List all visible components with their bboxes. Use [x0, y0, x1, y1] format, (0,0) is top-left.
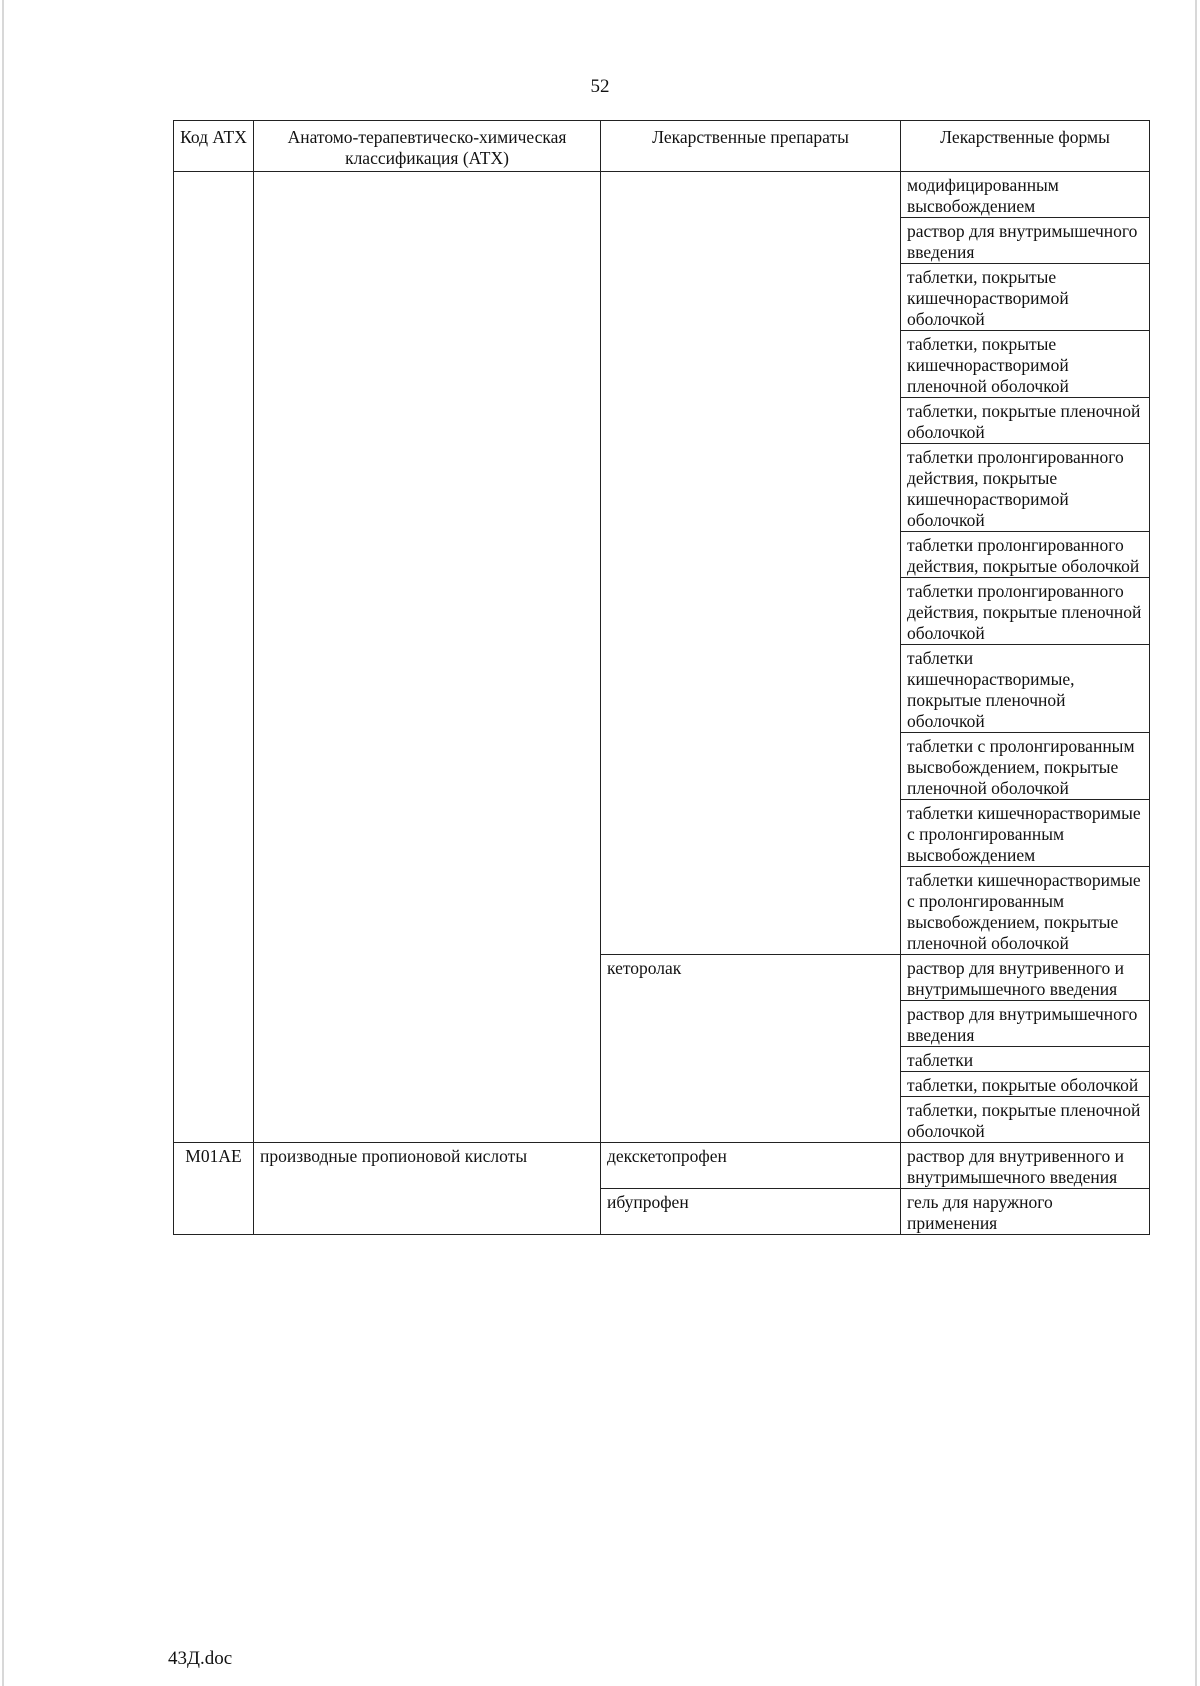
table-header-row: [174, 121, 1150, 172]
form-cell: модифицированным высвобождением: [901, 172, 1150, 218]
form-cell: таблетки пролонгированного действия, покрытые оболочкой: [901, 532, 1150, 578]
form-cell: раствор для внутривенного и внутримышечного введения: [901, 1143, 1150, 1189]
form-cell: раствор для внутримышечного введения: [901, 218, 1150, 264]
drug-cell-empty: [601, 172, 901, 955]
header-drugs: Лекарственные препараты: [601, 121, 901, 172]
code-cell-empty: [174, 172, 254, 1143]
form-cell: таблетки, покрытые пленочной оболочкой: [901, 398, 1150, 444]
form-cell: таблетки с пролонгированным высвобождением, покрытые пленочной оболочкой: [901, 733, 1150, 800]
form-cell: таблетки, покрытые оболочкой: [901, 1072, 1150, 1097]
form-cell: таблетки кишечнорастворимые, покрытые пленочной оболочкой: [901, 645, 1150, 733]
code-cell-m01ae: M01AE: [174, 1143, 254, 1235]
scan-edge-left: [2, 0, 4, 1686]
drug-cell-ketorolac: кеторолак: [601, 955, 901, 1143]
drug-cell-ibuprofen: ибупрофен: [601, 1189, 901, 1235]
atx-table: [173, 120, 1150, 1235]
form-cell: раствор для внутривенного и внутримышечного введения: [901, 955, 1150, 1001]
form-cell: таблетки пролонгированного действия, покрытые пленочной оболочкой: [901, 578, 1150, 645]
form-cell: гель для наружного применения: [901, 1189, 1150, 1235]
page-number: 52: [590, 76, 610, 97]
scan-edge-right: [1195, 0, 1197, 1686]
form-cell: таблетки, покрытые кишечнорастворимой пленочной оболочкой: [901, 331, 1150, 398]
form-cell: таблетки пролонгированного действия, покрытые кишечнорастворимой оболочкой: [901, 444, 1150, 532]
table-row: [174, 172, 1150, 218]
form-cell: таблетки, покрытые кишечнорастворимой оболочкой: [901, 264, 1150, 331]
classification-cell-empty: [254, 172, 601, 1143]
form-cell: таблетки, покрытые пленочной оболочкой: [901, 1097, 1150, 1143]
form-cell: таблетки кишечнорастворимые с пролонгированным высвобождением, покрытые пленочной оболочкой: [901, 867, 1150, 955]
table-row: [174, 1143, 1150, 1189]
form-cell: раствор для внутримышечного введения: [901, 1001, 1150, 1047]
classification-cell-m01ae: производные пропионовой кислоты: [254, 1143, 601, 1235]
header-forms: Лекарственные формы: [901, 121, 1150, 172]
form-cell: таблетки: [901, 1047, 1150, 1072]
header-classification: Анатомо-терапевтическо-химическая классификация (АТХ): [254, 121, 601, 172]
form-cell: таблетки кишечнорастворимые с пролонгированным высвобождением: [901, 800, 1150, 867]
drug-cell-dexketoprofen: декскетопрофен: [601, 1143, 901, 1189]
header-code: Код АТХ: [174, 121, 254, 172]
footer-filename: 43Д.doc: [168, 1648, 233, 1669]
